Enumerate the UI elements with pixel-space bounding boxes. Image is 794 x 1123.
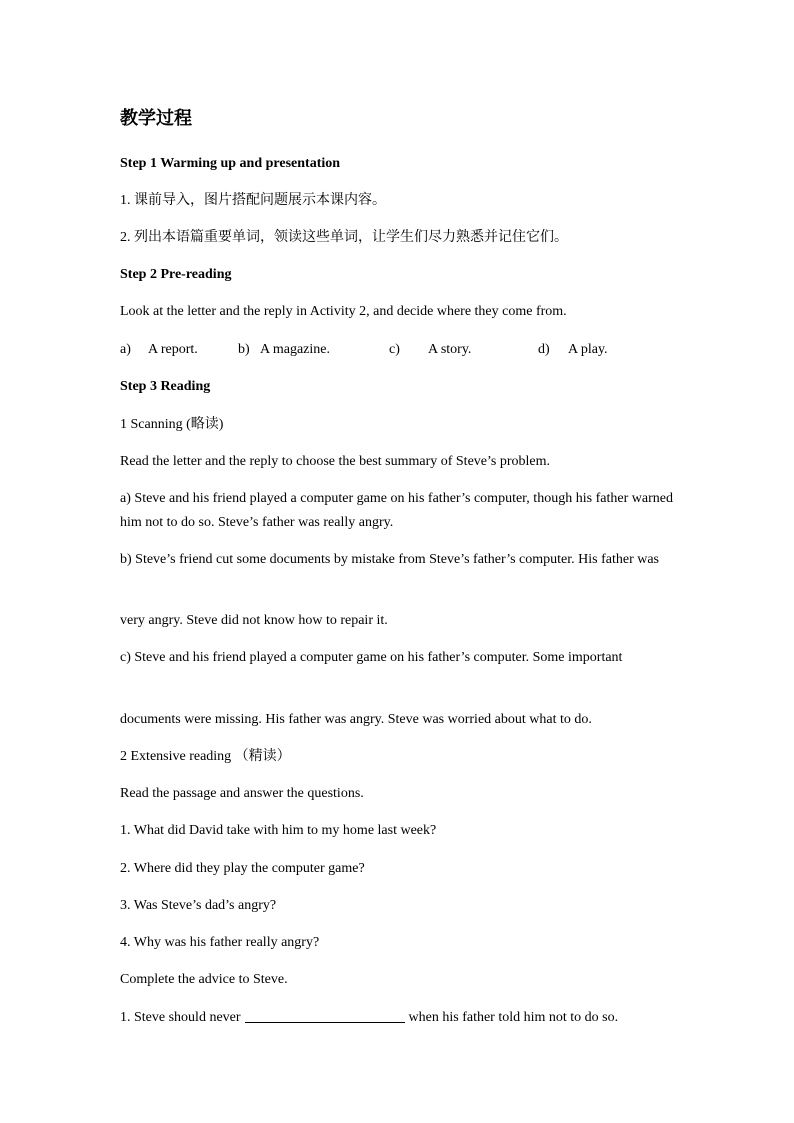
question-4: 4. Why was his father really angry?: [120, 935, 320, 950]
advice-1-after: when his father told him not to do so.: [408, 1010, 619, 1025]
step2-options: [120, 338, 673, 362]
option-b-text: A magazine.: [260, 342, 330, 357]
summary-c-part1: c) Steve and his friend played a computer game on his father’s computer. Some important: [120, 650, 623, 665]
step2-instruction: Look at the letter and the reply in Activity 2, and decide where they come from.: [120, 304, 567, 319]
option-c-letter: c): [389, 342, 400, 357]
step2-heading: Step 2 Pre-reading: [120, 267, 232, 282]
extensive-label: 2 Extensive reading （精读）: [120, 749, 291, 764]
scanning-label: 1 Scanning (略读): [120, 417, 224, 432]
option-b-letter: b): [238, 342, 250, 357]
summary-b-part1: b) Steve’s friend cut some documents by mistake from Steve’s father’s computer. His father was: [120, 552, 659, 567]
option-a-text: A report.: [148, 342, 198, 357]
option-c-text: A story.: [428, 342, 472, 357]
page-title: 教学过程: [120, 108, 192, 129]
summary-a: a) Steve and his friend played a computer game on his father’s computer, though his father warned him not to do so. Steve’s father was really angry.: [120, 491, 673, 530]
advice-item-1: [120, 1006, 673, 1030]
extensive-instruction: Read the passage and answer the questions.: [120, 786, 364, 801]
question-1: 1. What did David take with him to my home last week?: [120, 823, 437, 838]
summary-b-part2: very angry. Steve did not know how to repair it.: [120, 613, 388, 628]
advice-1-before: 1. Steve should never: [120, 1010, 241, 1025]
scanning-instruction: Read the letter and the reply to choose the best summary of Steve’s problem.: [120, 454, 550, 469]
question-3: 3. Was Steve’s dad’s angry?: [120, 898, 277, 913]
answer-blank[interactable]: [245, 1008, 405, 1023]
step3-heading: Step 3 Reading: [120, 379, 211, 394]
question-2: 2. Where did they play the computer game?: [120, 861, 365, 876]
advice-instruction: Complete the advice to Steve.: [120, 972, 288, 987]
option-a-letter: a): [120, 342, 131, 357]
summary-c-part2: documents were missing. His father was angry. Steve was worried about what to do.: [120, 712, 592, 727]
option-d-text: A play.: [568, 342, 608, 357]
step1-item-1: 1. 课前导入，图片搭配问题展示本课内容。: [120, 193, 386, 208]
step1-heading: Step 1 Warming up and presentation: [120, 156, 341, 171]
step1-item-2: 2. 列出本语篇重要单词，领读这些单词，让学生们尽力熟悉并记住它们。: [120, 230, 568, 245]
option-d-letter: d): [538, 342, 550, 357]
